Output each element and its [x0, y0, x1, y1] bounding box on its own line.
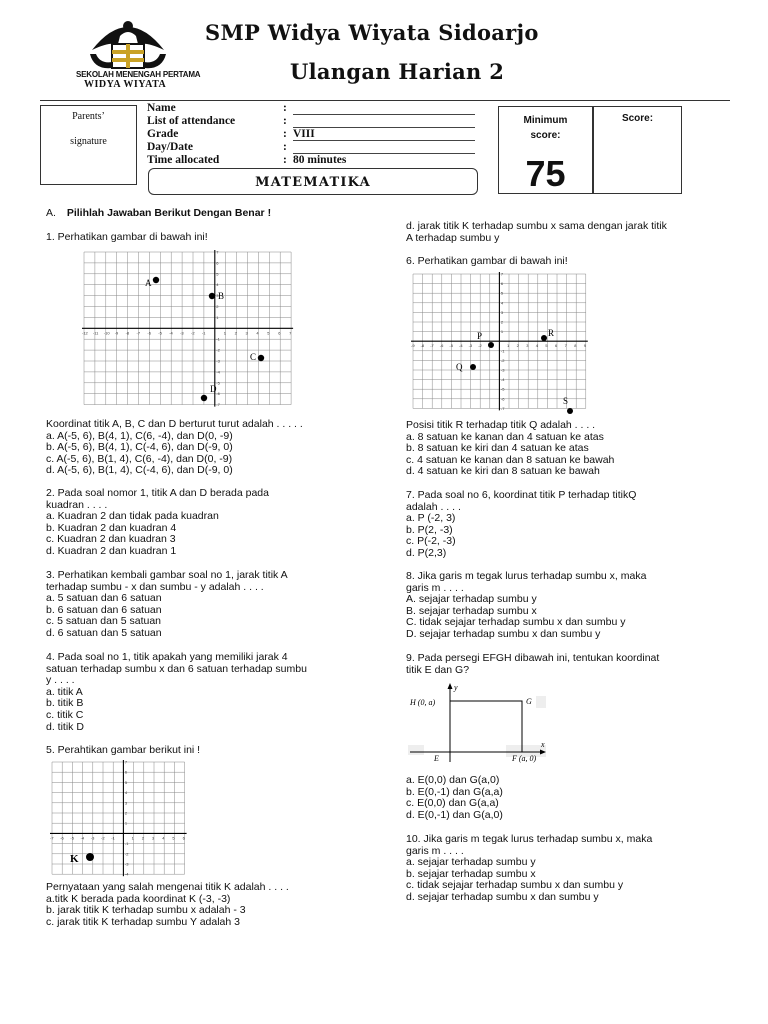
y-axis-label: y [454, 683, 458, 692]
q8-option-c[interactable]: C. tidak sejajar terhadap sumbu x dan sumbu y [406, 616, 626, 629]
q4-option-c[interactable]: c. titik C [46, 708, 84, 721]
tick-label: -8 [420, 343, 425, 349]
tick-label: 5 [267, 330, 270, 336]
tick-label: 4 [162, 835, 165, 841]
q7-option-b[interactable]: b. P(2, -3) [406, 523, 453, 536]
label-f: F (a, 0) [512, 754, 537, 763]
q9-stem: 9. Pada persegi EFGH dibawah ini, tentukan koordinat [406, 652, 660, 664]
tick-label: -3 [216, 358, 220, 364]
x-axis-label: x [541, 740, 545, 749]
label-h: H (0, a) [410, 698, 436, 707]
q10-option-c[interactable]: c. tidak sejajar terhadap sumbu x dan sumbu y [406, 879, 624, 892]
tick-label: 6 [500, 281, 504, 287]
q9-square-figure [406, 680, 556, 766]
tick-label: 3 [500, 309, 504, 315]
tick-label: -12 [82, 330, 88, 336]
q7-stem: 7. Pada soal no 6, koordinat titik P terhadap titikQ [406, 489, 637, 501]
q1-question: Koordinat titik A, B, C dan D berturut turut adalah . . . . . [46, 418, 303, 430]
q1-stem: 1. Perhatikan gambar di bawah ini! [46, 231, 208, 243]
tick-label: 4 [256, 330, 259, 336]
q3-option-a[interactable]: a. 5 satuan dan 6 satuan [46, 592, 162, 605]
tick-label: 1 [124, 820, 128, 826]
point-q-label: Q [456, 362, 463, 372]
tick-label: 6 [182, 835, 185, 841]
q6-coordinate-figure [409, 270, 589, 418]
q4-stem-end: y . . . . [46, 674, 75, 687]
grade-label: Grade [147, 128, 179, 140]
q5-option-c[interactable]: c. jarak titik K terhadap sumbu Y adalah 3 [46, 915, 240, 928]
point-a [153, 277, 159, 283]
tick-label: -4 [216, 369, 220, 375]
parents-signature-box [40, 105, 137, 185]
point-d-label: D [210, 384, 217, 394]
point-s-label: S [563, 396, 569, 406]
point-s [567, 408, 573, 414]
q8-option-d[interactable]: D. sejajar terhadap sumbu x dan sumbu y [406, 627, 601, 640]
tick-label: 7 [289, 330, 292, 336]
tick-label: -6 [216, 391, 220, 397]
tick-label: 1 [131, 835, 134, 841]
point-p-label: P [477, 331, 483, 341]
tick-label: -4 [169, 330, 173, 336]
tick-label: 9 [583, 343, 587, 349]
section-instruction: Pilihlah Jawaban Berikut Dengan Benar ! [66, 207, 272, 219]
q3-stem-cont: terhadap sumbu - x dan sumbu - y adalah . . . . [46, 580, 264, 593]
tick-label: -1 [500, 348, 505, 354]
q3-option-b[interactable]: b. 6 satuan dan 6 satuan [46, 603, 162, 616]
minimum-score-value: 75 [525, 153, 566, 194]
q5-option-b[interactable]: b. jarak titik K terhadap sumbu x adalah - 3 [46, 904, 246, 917]
tick-label: 3 [245, 330, 248, 336]
tick-label: 4 [124, 790, 128, 796]
tick-label: 3 [216, 293, 219, 299]
point-a-label: A [145, 278, 152, 288]
tick-label: 5 [172, 835, 175, 841]
tick-label: -6 [439, 343, 444, 349]
q5-continued [406, 221, 667, 244]
q4-option-a[interactable]: a. titik A [46, 685, 83, 698]
q1-option-d[interactable]: d. A(-5, 6), B(1, 4), C(-4, 6), dan D(-9, 0) [46, 464, 233, 477]
tick-label: -9 [114, 330, 119, 336]
tick-label: -2 [191, 330, 195, 336]
q2-option-c[interactable]: c. Kuadran 2 dan kuadran 3 [46, 533, 176, 546]
q1-option-a[interactable]: a. A(-5, 6), B(4, 1), C(6, -4), dan D(0, -9) [46, 429, 233, 442]
score-box[interactable] [593, 106, 682, 194]
time-label: Time allocated [147, 154, 220, 166]
tick-label: -10 [103, 330, 110, 336]
q10-stem-cont: garis m . . . . [406, 844, 464, 857]
tick-label: 5 [500, 290, 504, 296]
tick-label: 4 [500, 300, 504, 306]
q5-question: Pernyataan yang salah mengenai titik K adalah . . . . [46, 881, 289, 893]
point-k-label: K [70, 853, 79, 865]
section-a-heading: A. Pilihlah Jawaban Berikut Dengan Benar ! [46, 207, 272, 219]
q7-block [406, 490, 636, 560]
q8-stem: 8. Jika garis m tegak lurus terhadap sumbu x, maka [406, 570, 647, 582]
q6-stem: 6. Perhatikan gambar di bawah ini! [406, 255, 568, 267]
q3-option-c[interactable]: c. 5 satuan dan 5 satuan [46, 615, 162, 628]
point-b-label: B [218, 291, 225, 301]
label-g: G [526, 697, 532, 706]
tick-label: -7 [136, 330, 141, 336]
q1-option-c[interactable]: c. A(-5, 6), B(1, 4), C(6, -4), dan D(0, -9) [46, 452, 233, 465]
q9-option-b[interactable]: b. E(0,-1) dan G(a,a) [406, 785, 503, 798]
tick-label: 8 [574, 343, 577, 349]
exam-title: Ulangan Harian 2 [290, 59, 505, 84]
name-field[interactable] [293, 114, 475, 115]
q5-coordinate-figure [48, 760, 194, 880]
tick-label: -11 [92, 330, 99, 336]
date-label: Day/Date [147, 141, 193, 153]
tick-label: -7 [216, 402, 220, 408]
point-k [86, 853, 94, 861]
tick-label: 6 [124, 769, 128, 775]
q6-option-b[interactable]: b. 8 satuan ke kiri dan 4 satuan ke atas [406, 442, 589, 455]
tick-label: -6 [500, 396, 505, 402]
tick-label: -7 [430, 343, 434, 349]
tick-label: 7 [216, 249, 219, 255]
attendance-label: List of attendance [147, 115, 236, 127]
subject-banner: MATEMATIKA [148, 168, 478, 195]
tick-label: -3 [90, 835, 95, 841]
minimum-score-box [498, 106, 593, 194]
tick-label: -9 [411, 343, 415, 349]
q10-stem: 10. Jika garis m tegak lurus terhadap sumbu x, maka [406, 833, 653, 845]
tick-label: 7 [124, 759, 128, 765]
q2-option-d[interactable]: d. Kuadran 2 dan kuadran 1 [46, 544, 177, 557]
tick-label: -5 [449, 343, 453, 349]
tick-label: 2 [234, 330, 237, 336]
tick-label: 2 [124, 810, 128, 816]
q8-option-b[interactable]: B. sejajar terhadap sumbu x [406, 604, 537, 617]
q8-block [406, 571, 646, 641]
tick-label: -2 [478, 343, 482, 349]
tick-label: -2 [216, 347, 220, 353]
q3-stem: 3. Perhatikan kembali gambar soal no 1, jarak titik A [46, 569, 288, 581]
tick-label: -3 [468, 343, 473, 349]
point-r [541, 335, 547, 341]
tick-label: 7 [564, 343, 567, 349]
tick-label: -2 [124, 851, 129, 857]
q9-option-a[interactable]: a. E(0,0) dan G(a,0) [406, 774, 500, 786]
signature-label: signature [70, 136, 107, 147]
tick-label: 2 [216, 304, 219, 309]
logo-name: WIDYA WIYATA [84, 79, 167, 90]
tick-label: -6 [60, 835, 64, 841]
q3-block [46, 570, 288, 640]
q10-block [406, 834, 652, 904]
minimum-label: Minimum [523, 115, 568, 126]
q9-option-c[interactable]: c. E(0,0) dan G(a,a) [406, 797, 499, 810]
parents-label: Parents’ [72, 111, 105, 122]
name-label: Name [147, 102, 176, 114]
tick-label: -1 [216, 336, 220, 342]
point-r-label: R [548, 328, 555, 338]
q6-option-c[interactable]: c. 4 satuan ke kanan dan 8 satuan ke bawah [406, 453, 615, 466]
attendance-field[interactable] [293, 127, 475, 128]
tick-label: 4 [216, 282, 219, 288]
q9-option-d[interactable]: d. E(0,-1) dan G(a,0) [406, 808, 503, 821]
q9-stem-block [406, 653, 659, 676]
tick-label: -3 [124, 861, 129, 867]
point-c [258, 355, 264, 361]
q10-option-d[interactable]: d. sejajar terhadap sumbu x dan sumbu y [406, 890, 599, 903]
q7-option-a[interactable]: a. P (-2, 3) [406, 512, 456, 525]
tick-label: 1 [223, 330, 226, 336]
tick-label: 3 [526, 343, 529, 349]
q4-option-b[interactable]: b. titik B [46, 697, 84, 710]
tick-label: 1 [500, 329, 504, 335]
q5-option-a[interactable]: a.titk K berada pada koordinat K (-3, -3) [46, 892, 231, 905]
point-p [488, 342, 494, 348]
tick-label: -5 [70, 835, 74, 841]
q10-option-b[interactable]: b. sejajar terhadap sumbu x [406, 867, 536, 880]
tick-label: -1 [124, 841, 129, 847]
q6-option-a[interactable]: a. 8 satuan ke kanan dan 4 satuan ke atas [406, 430, 604, 443]
tick-label: -4 [459, 343, 463, 349]
q2-stem-cont: kuadran . . . . [46, 498, 108, 511]
tick-label: -5 [158, 330, 162, 336]
tick-label: -1 [111, 835, 115, 841]
q3-option-d[interactable]: d. 6 satuan dan 5 satuan [46, 626, 162, 639]
tick-label: -3 [500, 367, 505, 373]
tick-label: 1 [216, 314, 219, 320]
q1-coordinate-figure [78, 246, 290, 406]
q4-block [46, 652, 307, 733]
score-colon-label: score: [530, 130, 561, 141]
q1-options [46, 419, 303, 477]
q6-question: Posisi titik R terhadap titik Q adalah . . . . [406, 419, 596, 431]
q6-options [406, 420, 614, 478]
school-name: SMP Widya Wiyata Sidoarjo [205, 20, 539, 45]
grade-value: VIII [293, 128, 315, 140]
header-divider [40, 100, 730, 101]
q7-stem-cont: adalah . . . . [406, 500, 461, 513]
tick-label: 6 [278, 330, 281, 336]
tick-label: -4 [500, 377, 505, 383]
q2-block [46, 488, 269, 558]
tick-label: -5 [216, 380, 220, 386]
time-value: 80 minutes [293, 154, 347, 166]
square-efgh [450, 701, 522, 752]
tick-label: -7 [50, 835, 54, 841]
tick-label: 3 [124, 800, 128, 806]
tick-label: -8 [125, 330, 130, 336]
q1-option-b[interactable]: b. A(-5, 6), B(4, 1), C(-4, 6), dan D(-9, 0) [46, 441, 233, 454]
point-d [201, 395, 207, 401]
q5-stem: 5. Perahtikan gambar berikut ini ! [46, 744, 201, 756]
tick-label: 2 [141, 835, 145, 841]
q10-option-a[interactable]: a. sejajar terhadap sumbu y [406, 856, 536, 869]
tick-label: -2 [101, 835, 105, 841]
tick-label: 5 [124, 779, 128, 785]
tick-label: 2 [500, 319, 504, 325]
tick-label: -3 [180, 330, 184, 336]
score-label: Score: [621, 113, 654, 124]
tick-label: 4 [535, 343, 539, 349]
q4-stem-cont: satuan terhadap sumbu x dan 6 satuan terhadap sumbu [46, 662, 307, 675]
tick-label: -7 [500, 405, 505, 411]
point-c-label: C [250, 352, 257, 362]
tick-label: -2 [500, 357, 505, 363]
point-b [209, 293, 215, 299]
tick-label: 6 [555, 343, 558, 349]
tick-label: -1 [201, 330, 206, 336]
tick-label: -4 [124, 871, 129, 877]
tick-label: -4 [80, 835, 85, 841]
q7-option-c[interactable]: c. P(-2, -3) [406, 535, 456, 548]
tick-label: 7 [500, 271, 504, 277]
q4-stem: 4. Pada soal no 1, titik apakah yang memiliki jarak 4 [46, 651, 288, 663]
tick-label: 3 [152, 835, 155, 841]
q9-stem-cont: titik E dan G? [406, 663, 470, 676]
q2-stem: 2. Pada soal nomor 1, titik A dan D berada pada [46, 487, 269, 499]
q8-stem-cont: garis m . . . . [406, 581, 464, 594]
tick-label: 5 [545, 343, 548, 349]
q5-option-d-cont: A terhadap sumbu y [406, 231, 500, 244]
tick-label: -6 [147, 330, 151, 336]
tick-label: 2 [516, 343, 519, 349]
point-q [470, 364, 476, 370]
tick-label: 1 [507, 343, 510, 349]
q5-option-d[interactable]: d. jarak titik K terhadap sumbu x sama dengan jarak titik [406, 220, 667, 232]
q9-options [406, 775, 503, 821]
q8-option-a[interactable]: A. sejajar terhadap sumbu y [406, 593, 537, 606]
q7-option-d[interactable]: d. P(2,3) [406, 546, 447, 559]
q4-option-d[interactable]: d. titik D [46, 720, 84, 733]
q5-options [46, 882, 289, 928]
tick-label: 5 [216, 271, 219, 277]
q6-option-d[interactable]: d. 4 satuan ke kiri dan 8 satuan ke bawah [406, 465, 600, 478]
tick-label: 6 [216, 260, 219, 266]
logo-caption: SEKOLAH MENENGAH PERTAMA [76, 70, 201, 79]
q2-option-a[interactable]: a. Kuadran 2 dan tidak pada kuadran [46, 510, 219, 523]
tick-label: -5 [500, 386, 505, 392]
label-e: E [434, 754, 439, 763]
q2-option-b[interactable]: b. Kuadran 2 dan kuadran 4 [46, 521, 177, 534]
